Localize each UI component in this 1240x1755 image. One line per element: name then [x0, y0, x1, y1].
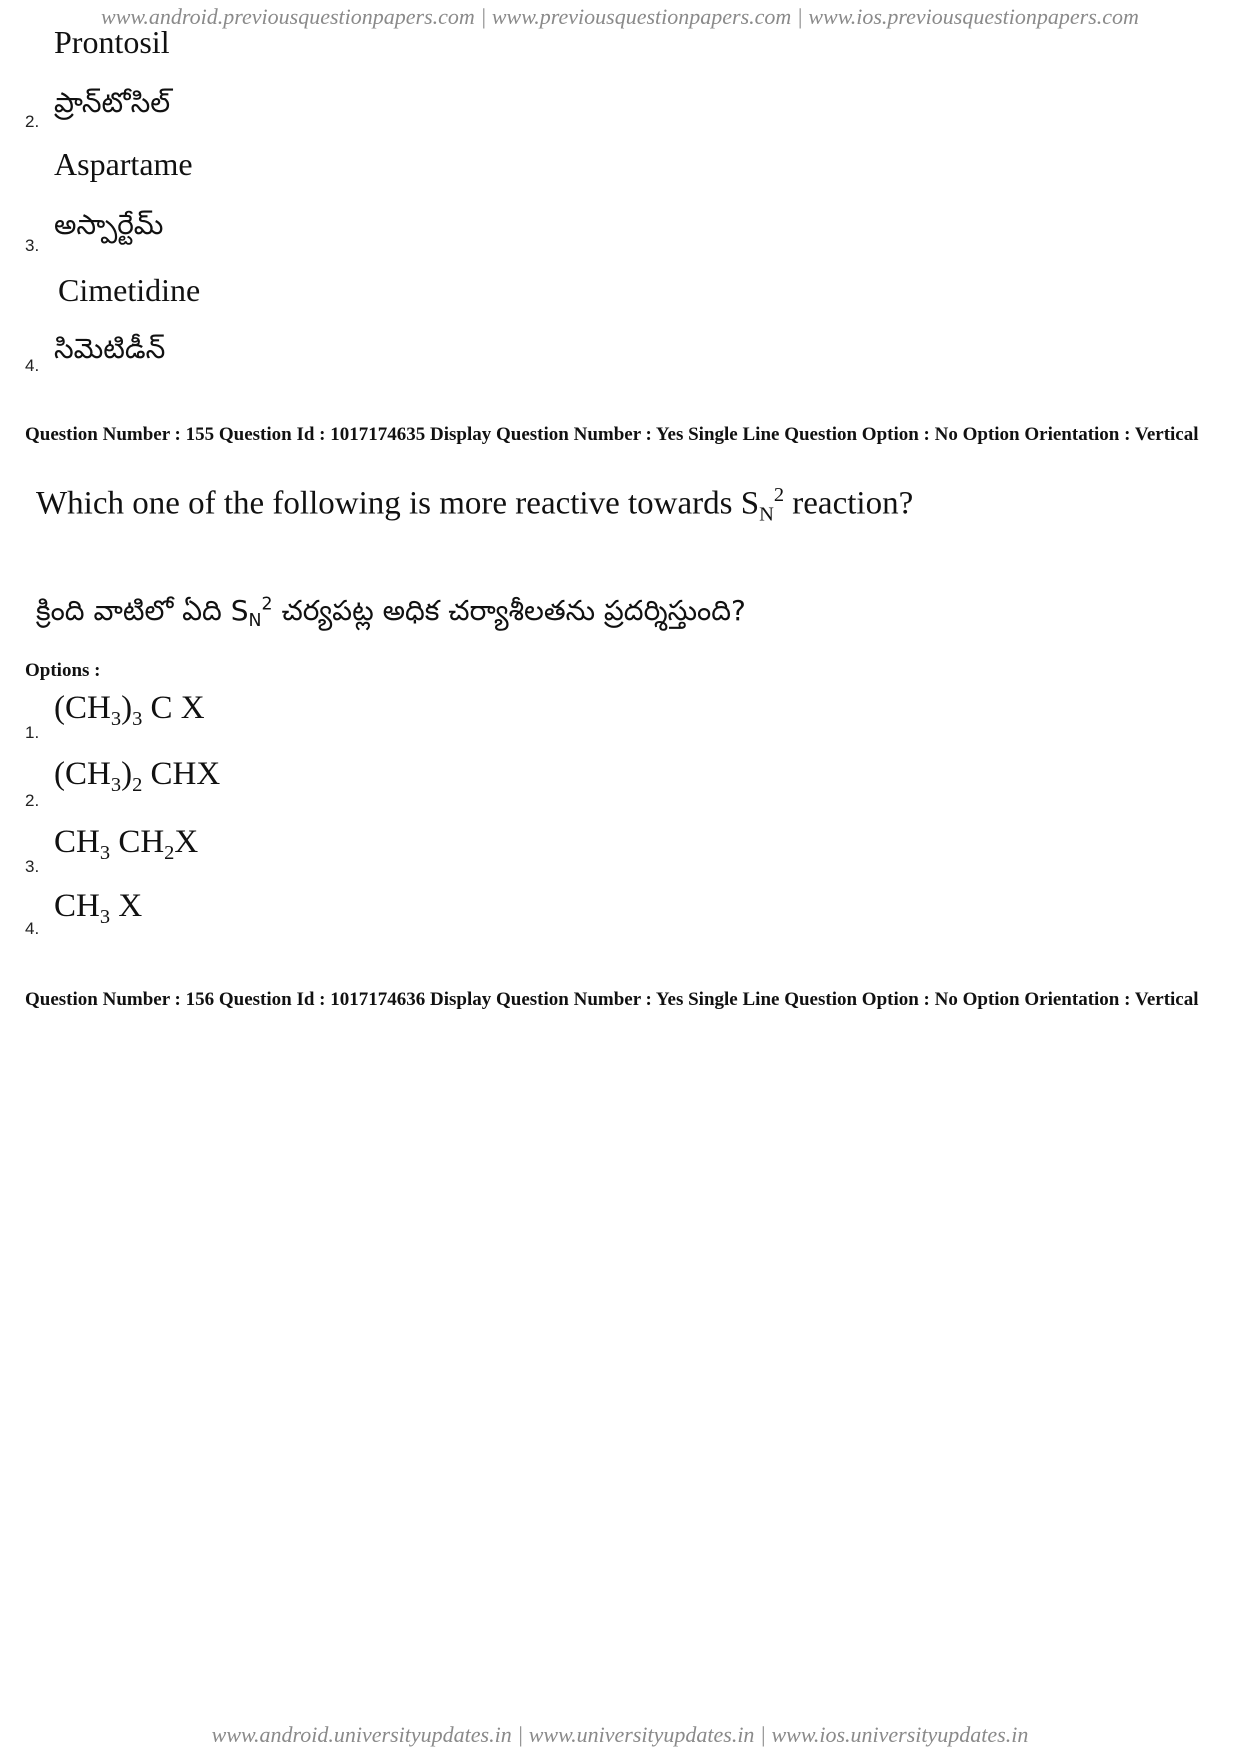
q155-option-2-formula [54, 756, 220, 797]
option-2-number: 2. [25, 112, 40, 131]
formula-part: CH [110, 824, 165, 860]
q155-option-2-number: 2. [25, 791, 40, 810]
formula-part: C X [142, 690, 205, 726]
question-text-part: reaction? [784, 485, 914, 522]
q155-option-4-formula [54, 888, 142, 929]
formula-subscript: 3 [99, 842, 111, 865]
formula-part: X [110, 888, 143, 924]
option-3-telugu: అస్పార్టేమ్ [54, 208, 164, 241]
q155-option-3-number: 3. [25, 857, 40, 876]
question-text-part: క్రింది వాటిలో ఏది S [36, 594, 249, 627]
question-156-meta: Question Number : 156 Question Id : 1017174636 Display Question Number : Yes Single Line Question Option : No Option Orientation : Vertical [25, 989, 1199, 1010]
formula-part: CH [54, 824, 100, 860]
formula-part: (CH [54, 690, 111, 726]
question-155-text-english [36, 484, 913, 526]
option-2-telugu: ప్రాన్‌టోసిల్ [54, 86, 171, 119]
q155-option-3-formula [54, 824, 198, 865]
formula-part: X [174, 824, 199, 860]
question-text-part: చర్యపట్ల అధిక చర్యాశీలతను ప్రదర్శిస్తుంది? [272, 594, 746, 627]
option-2-english: Aspartame [54, 146, 193, 182]
formula-subscript: 3 [110, 774, 122, 797]
formula-part: ) [121, 690, 133, 726]
question-subscript: N [248, 611, 262, 632]
formula-subscript: 3 [99, 906, 111, 929]
option-3-number: 3. [25, 236, 40, 255]
option-4-telugu: సిమెటిడీన్ [54, 332, 166, 365]
formula-subscript: 3 [110, 708, 122, 731]
q155-option-4-number: 4. [25, 919, 40, 938]
top-watermark: www.android.previousquestionpapers.com | www.previousquestionpapers.com | www.ios.previousquestionpapers.com [101, 4, 1139, 29]
option-1-english: Prontosil [54, 24, 170, 60]
question-superscript: 2 [261, 594, 273, 615]
formula-subscript: 3 [132, 708, 143, 731]
formula-subscript: 2 [164, 842, 175, 865]
q155-option-1-formula [54, 690, 205, 731]
option-3-english: Cimetidine [58, 272, 201, 308]
question-155-meta: Question Number : 155 Question Id : 1017174635 Display Question Number : Yes Single Line Question Option : No Option Orientation : Vertical [25, 424, 1199, 445]
options-label: Options : [25, 660, 101, 681]
question-subscript: N [759, 503, 774, 526]
bottom-watermark: www.android.universityupdates.in | www.universityupdates.in | www.ios.universityupdates.in [211, 1722, 1029, 1747]
question-superscript: 2 [773, 484, 785, 506]
formula-part: CHX [142, 756, 221, 792]
formula-part: CH [54, 888, 100, 924]
formula-subscript: 2 [132, 774, 143, 797]
question-text-part: Which one of the following is more reactive towards S [36, 485, 760, 522]
q155-option-1-number: 1. [25, 723, 40, 742]
formula-part: ) [121, 756, 133, 792]
question-155-text-telugu [36, 594, 746, 634]
formula-part: (CH [54, 756, 111, 792]
option-4-number: 4. [25, 356, 40, 375]
